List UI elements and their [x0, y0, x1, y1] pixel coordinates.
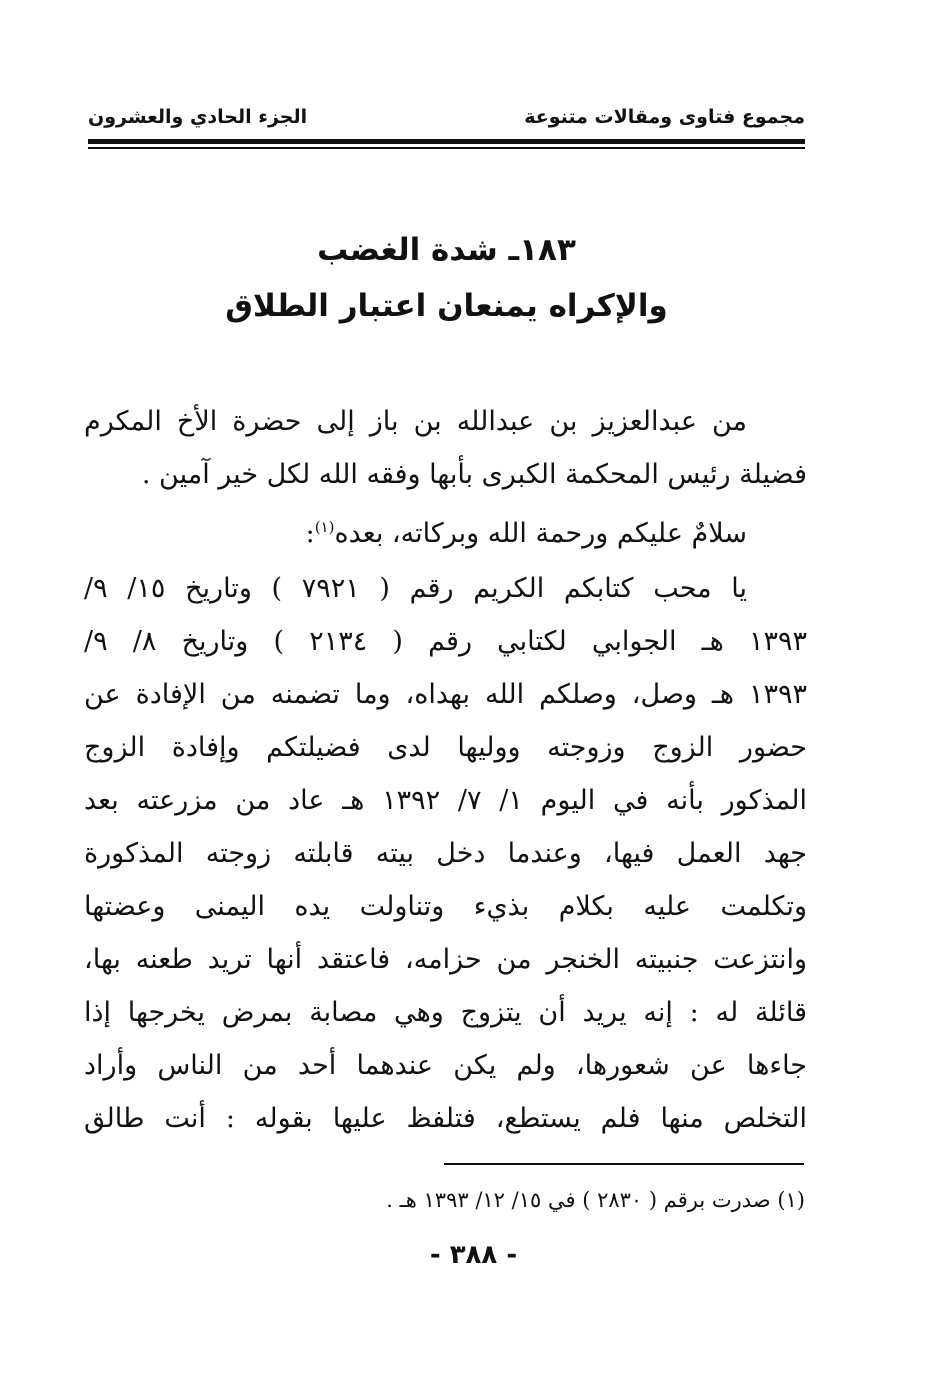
body-line: التخلص منها فلم يستطع، فتلفظ عليها بقوله : أنت طالق — [84, 1103, 807, 1134]
fatwa-title — [88, 222, 805, 334]
greeting-line — [84, 501, 807, 560]
body-line: وانتزعت جنبيته الخنجر من حزامه، فاعتقد أنها تريد طعنه بها، — [84, 944, 807, 975]
volume-label: الجزء الحادي والعشرون — [88, 106, 308, 128]
body-line: جهد العمل فيها، وعندما دخل بيته قابلته زوجته المذكورة — [84, 838, 807, 869]
body-line: قائلة له : إنه يريد أن يتزوج وهي مصابة بمرض يخرجها إذا — [84, 997, 807, 1028]
header-rule-thick — [88, 139, 805, 144]
running-header — [88, 106, 805, 134]
title-line-1: ١٨٣ـ شدة الغضب — [317, 232, 576, 268]
body-line: جاءها عن شعورها، ولم يكن عندهما أحد من الناس وأراد — [84, 1050, 807, 1081]
body-line: المذكور بأنه في اليوم ١/ ٧/ ١٣٩٢ هـ عاد من مزرعته بعد — [84, 785, 807, 816]
page-number: - ٣٨٨ - — [429, 1240, 518, 1270]
book-title: مجموع فتاوى ومقالات متنوعة — [524, 106, 805, 128]
intro-line-2: فضيلة رئيس المحكمة الكبرى بأبها وفقه الله لكل خير آمين . — [141, 459, 807, 490]
title-line-2: والإكراه يمنعان اعتبار الطلاق — [225, 288, 668, 324]
footnote-ref: (١) — [314, 518, 335, 536]
body-line: حضور الزوج وزوجته ووليها لدى فضيلتكم وإفادة الزوج — [84, 732, 807, 763]
footnote-separator — [444, 1163, 804, 1165]
footnote-text: صدرت برقم ( ٢٨٣٠ ) في ١٥/ ١٢/ ١٣٩٣ هـ . — [386, 1188, 771, 1212]
intro-paragraph — [84, 395, 807, 560]
header-rule-thin — [88, 147, 805, 149]
body-line: ١٣٩٣ هـ الجوابي لكتابي رقم ( ٢١٣٤ ) وتاريخ ٨/ ٩/ — [84, 626, 807, 657]
greeting-colon: : — [305, 518, 315, 549]
intro-line-1: من عبدالعزيز بن عبدالله بن باز إلى حضرة الأخ المكرم — [84, 406, 747, 437]
body-line: وتكلمت عليه بكلام بذيء وتناولت يده اليمنى وعضتها — [84, 891, 807, 922]
main-paragraph — [84, 562, 807, 1145]
body-line: يا محب كتابكم الكريم رقم ( ٧٩٢١ ) وتاريخ ١٥/ ٩/ — [84, 573, 748, 604]
body-line: ١٣٩٣ هـ وصل، وصلكم الله بهداه، وما تضمنه من الإفادة عن — [84, 679, 807, 710]
footnote — [88, 1188, 805, 1212]
greeting-text: سلامٌ عليكم ورحمة الله وبركاته، بعده — [334, 518, 747, 549]
footnote-mark: (١) — [777, 1188, 805, 1212]
